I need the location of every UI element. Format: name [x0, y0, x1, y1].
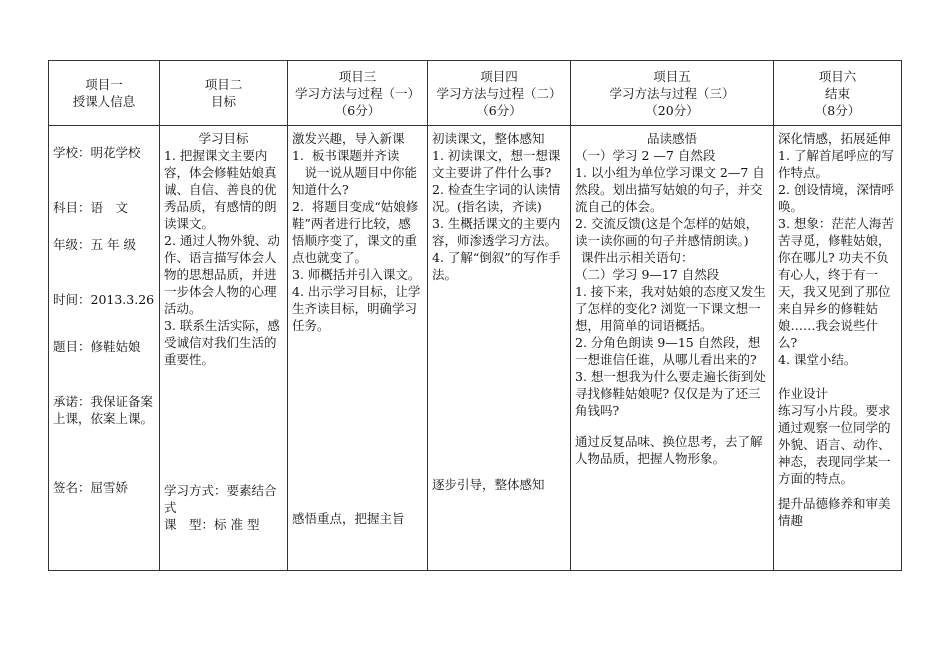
- courseware-note: 课件出示相关语句：: [581, 250, 694, 265]
- part-1-item: 2. 交流反馈(这是个怎样的姑娘，读一读你画的句子并感情朗读。): [575, 216, 759, 248]
- header-cell-1: [49, 61, 160, 126]
- process-3-footer: 通过反复品味、换位思考，去了解人物品质，把握人物形象。: [575, 434, 763, 466]
- signature-field: 签名：屈雪娇: [53, 480, 129, 495]
- process-2-item: 4. 了解“倒叙”的写作手法。: [432, 250, 561, 282]
- ending-footer: 提升品德修养和审美情趣: [778, 496, 891, 528]
- school-field: 学校：明花学校: [53, 145, 141, 160]
- process-2-item: 2. 检查生字词的认读情况。(指名读，齐读): [432, 182, 561, 214]
- ending-item: 2. 创设情境，深情呼唤。: [778, 182, 894, 214]
- subject-field: 科目：语 文: [53, 200, 129, 215]
- lesson-type: 课 型：标 准 型: [164, 517, 260, 532]
- header-2-line: 项目二: [204, 77, 243, 92]
- ending-cell: [774, 126, 902, 571]
- process-1-footer: 感悟重点，把握主旨: [292, 511, 405, 526]
- header-5-line: 项目五: [653, 68, 691, 84]
- content-row: [49, 126, 902, 571]
- learning-method: 学习方式：要素结合式: [164, 483, 277, 515]
- time-field: 时间：2013.3.26: [53, 292, 155, 307]
- process-1-item: 3. 师概括并引入课文。: [292, 267, 421, 282]
- process-2-item: 3. 生概括课文的主要内容，师渗透学习方法。: [432, 216, 561, 248]
- header-5-line: 学习方法与过程（三）: [609, 85, 735, 101]
- part-2-item: 2. 分角色朗读 9—15 自然段，想一想谁信任谁，从哪儿看出来的?: [575, 335, 761, 367]
- ending-title: 深化情感，拓展延伸: [778, 131, 891, 146]
- goal-item: 2. 通过人物外貌、动作、语言描写体会人物的思想品质，并进一步体会人物的心理活动。: [164, 233, 280, 316]
- process-1-item: 4. 出示学习目标，让学生齐读目标，明确学习任务。: [292, 284, 421, 333]
- header-4-line: （6分）: [476, 102, 522, 118]
- header-cell-3: [288, 61, 428, 126]
- process-3-title: 品读感悟: [646, 131, 697, 146]
- process-1-title: 激发兴趣，导入新课: [292, 131, 405, 146]
- process-3-cell: [571, 126, 774, 571]
- process-1-cell: [288, 126, 428, 571]
- header-row: [49, 61, 902, 126]
- ending-item: 1. 了解首尾呼应的写作特点。: [778, 148, 894, 180]
- header-2-line: 目标: [210, 94, 236, 109]
- ending-item: 4. 课堂小结。: [778, 352, 857, 367]
- homework-title: 作业设计: [778, 386, 829, 401]
- header-cell-2: [160, 61, 288, 126]
- process-2-title: 初读课文，整体感知: [432, 131, 545, 146]
- process-1-item: 说一说从题目中你能知道什么?: [292, 165, 418, 197]
- promise-text: 承诺：我保证备案上课，依案上课。: [53, 394, 154, 426]
- header-cell-4: [428, 61, 571, 126]
- part-1-item: 1. 以小组为单位学习课文 2—7 自然段。划出描写姑娘的句子，并交流自己的体会。: [575, 165, 765, 214]
- grade-field: 年级：五 年 级: [53, 237, 136, 252]
- goals-cell: [160, 126, 288, 571]
- part-2-item: 3. 想一想我为什么要走遍长街到处寻找修鞋姑娘呢? 仅仅是为了还三角钱吗?: [575, 369, 766, 418]
- process-1-item: 2. 将题目变成“姑娘修鞋”两者进行比较，感悟顺序变了，课文的重点也就变了。: [292, 199, 419, 265]
- header-4-line: 学习方法与过程（二）: [436, 85, 562, 101]
- header-1-line: 项目一: [85, 77, 123, 92]
- process-2-cell: [428, 126, 571, 571]
- header-3-line: 学习方法与过程（一）: [294, 85, 420, 101]
- goal-item: 3. 联系生活实际，感受诚信对我们生活的重要性。: [164, 318, 280, 367]
- header-3-line: （6分）: [334, 102, 381, 118]
- header-6-line: 结束: [824, 85, 850, 101]
- header-5-line: （20分）: [645, 102, 699, 118]
- part-2-title: （二）学习 9—17 自然段: [575, 267, 720, 282]
- goal-title: 学习目标: [198, 131, 249, 146]
- header-cell-6: [774, 61, 902, 126]
- process-1-item: 1. 板书课题并齐读: [292, 148, 400, 163]
- lesson-plan-table: [48, 60, 902, 571]
- process-2-footer: 逐步引导，整体感知: [432, 477, 545, 492]
- part-2-item: 1. 接下来，我对姑娘的态度又发生了怎样的变化? 浏览一下课文想一想，用简单的词语概括。: [575, 284, 766, 333]
- teacher-info-cell: [49, 126, 160, 571]
- homework-text: 练习写小片段。要求通过观察一位同学的外貌、语言、动作、神态，表现同学某一方面的特点。: [778, 403, 891, 486]
- process-2-item: 1. 初读课文，想一想课文主要讲了件什么事?: [432, 148, 561, 180]
- header-1-line: 授课人信息: [72, 94, 136, 109]
- header-cell-5: [571, 61, 774, 126]
- topic-field: 题目：修鞋姑娘: [53, 339, 141, 354]
- goal-item: 1. 把握课文主要内容，体会修鞋姑娘真诚、自信、善良的优秀品质，有感情的朗读课文。: [164, 148, 277, 231]
- part-1-title: （一）学习 2 —7 自然段: [575, 148, 716, 163]
- header-4-line: 项目四: [480, 68, 518, 84]
- header-3-line: 项目三: [338, 68, 377, 84]
- header-6-line: 项目六: [818, 68, 857, 84]
- header-6-line: （8分）: [814, 102, 861, 118]
- ending-item: 3. 想象：茫茫人海苦苦寻觅，修鞋姑娘，你在哪儿? 功夫不负有心人，终于有一天，我又见到了那位来自异乡的修鞋姑娘……我会说些什么?: [778, 216, 894, 350]
